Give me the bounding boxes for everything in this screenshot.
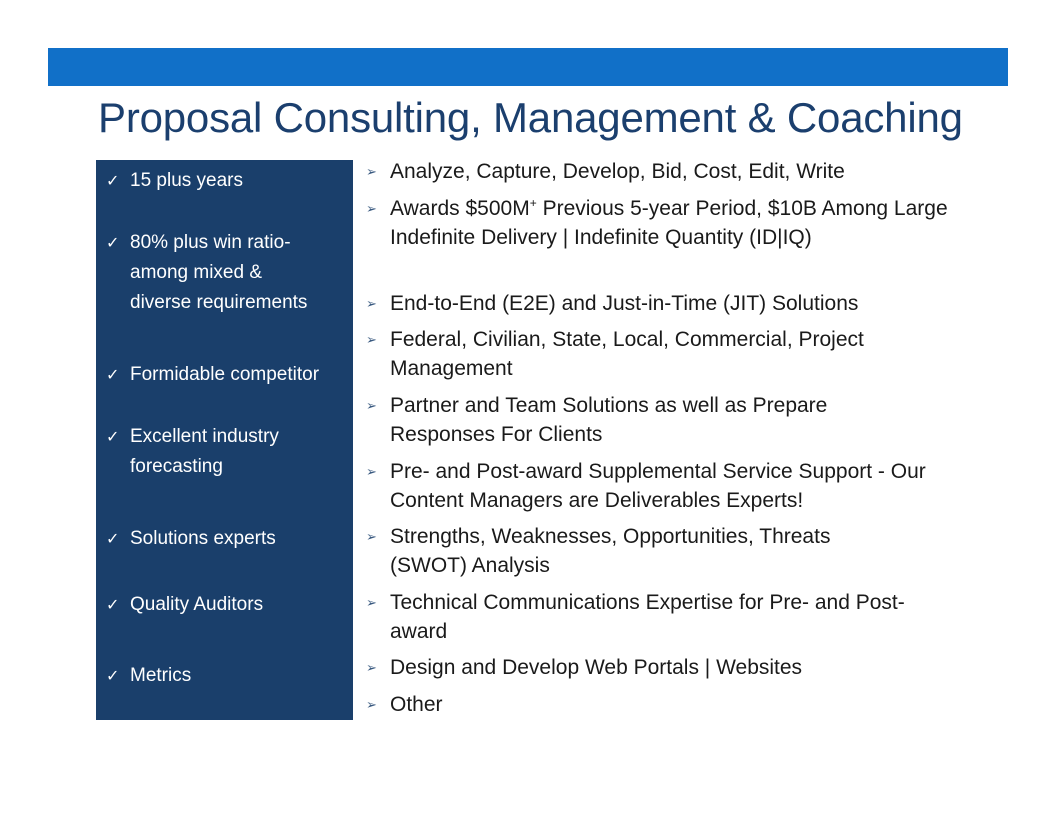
check-icon: ✓ <box>106 233 120 252</box>
list-item-text <box>390 194 950 252</box>
list-item-text: Pre- and Post-award Supplemental Service Support - Our Content Managers are Deliverables Experts! <box>390 460 926 512</box>
arrow-bullet-icon: ➢ <box>366 465 377 480</box>
slide-title: Proposal Consulting, Management & Coaching <box>98 94 963 141</box>
check-icon: ✓ <box>106 529 120 548</box>
side-item-label: 80% plus win ratio- among mixed & diverse requirements <box>130 232 308 313</box>
arrow-bullet-icon: ➢ <box>366 596 377 611</box>
check-icon: ✓ <box>106 427 120 446</box>
superscript-plus: + <box>529 196 537 210</box>
check-icon: ✓ <box>106 171 120 190</box>
arrow-bullet-icon: ➢ <box>366 399 377 414</box>
side-item-label: 15 plus years <box>130 170 244 191</box>
side-item-label: Formidable competitor <box>130 364 320 385</box>
check-icon: ✓ <box>106 666 120 685</box>
list-item-text: Technical Communications Expertise for Pre- and Post-award <box>390 591 905 643</box>
list-item-text: Federal, Civilian, State, Local, Commercial, Project Management <box>390 328 864 380</box>
arrow-bullet-icon: ➢ <box>366 661 377 676</box>
arrow-bullet-icon: ➢ <box>366 165 377 180</box>
arrow-bullet-icon: ➢ <box>366 297 377 312</box>
side-item-label: Excellent industry forecasting <box>130 426 279 477</box>
list-item-text: End-to-End (E2E) and Just-in-Time (JIT) Solutions <box>390 292 859 315</box>
list-item-text: Other <box>390 693 443 716</box>
awards-detail: Previous 5-year Period, $10B Among Large Indefinite Delivery | Indefinite Quantity (ID|IQ) <box>390 197 948 249</box>
list-item-text: Design and Develop Web Portals | Websites <box>390 656 803 679</box>
arrow-bullet-icon: ➢ <box>366 698 377 713</box>
side-item-label: Quality Auditors <box>130 594 264 615</box>
check-icon: ✓ <box>106 365 120 384</box>
side-panel <box>96 160 353 720</box>
arrow-bullet-icon: ➢ <box>366 530 377 545</box>
check-icon: ✓ <box>106 595 120 614</box>
awards-amount: Awards $500M <box>390 197 530 220</box>
side-item-label: Solutions experts <box>130 528 276 549</box>
arrow-bullet-icon: ➢ <box>366 202 377 217</box>
top-accent-bar <box>48 48 1008 86</box>
side-item-label: Metrics <box>130 665 192 686</box>
list-item-text: Strengths, Weaknesses, Opportunities, Threats (SWOT) Analysis <box>390 525 831 577</box>
list-item-text: Analyze, Capture, Develop, Bid, Cost, Edit, Write <box>390 160 845 183</box>
arrow-bullet-icon: ➢ <box>366 333 377 348</box>
list-item-text: Partner and Team Solutions as well as Prepare Responses For Clients <box>390 394 828 446</box>
